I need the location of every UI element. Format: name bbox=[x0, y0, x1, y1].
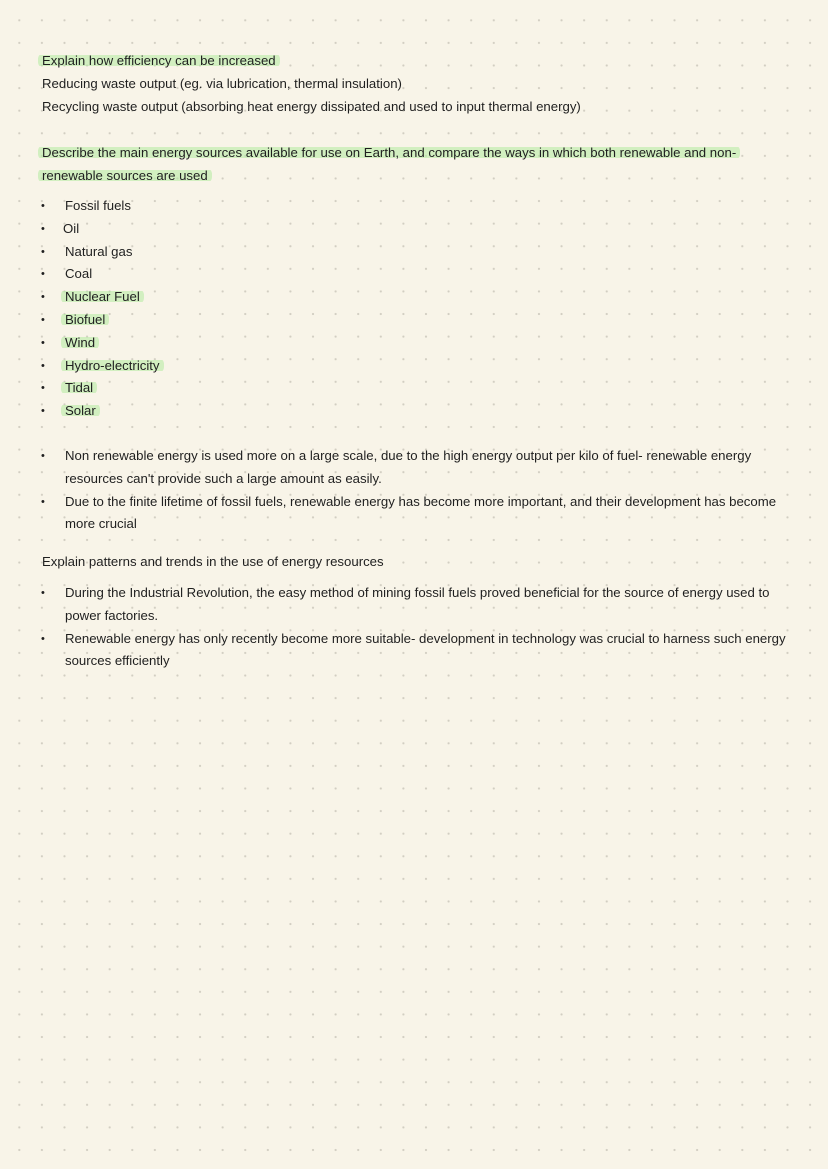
bullet-icon: • bbox=[41, 587, 45, 599]
list-item bbox=[38, 195, 164, 218]
trends-heading: Explain patterns and trends in the use of energy resources bbox=[42, 554, 384, 569]
bullet-icon: • bbox=[41, 405, 45, 418]
list-item bbox=[38, 582, 798, 628]
bullet-icon: • bbox=[41, 291, 45, 304]
trends-list bbox=[38, 582, 798, 673]
list-item bbox=[38, 377, 164, 400]
list-item bbox=[38, 309, 164, 332]
bullet-icon: • bbox=[41, 359, 45, 372]
bullet-icon: • bbox=[41, 495, 45, 508]
bullet-icon: • bbox=[41, 450, 45, 462]
source-hydro-electricity: Hydro-electricity bbox=[61, 358, 164, 373]
list-item bbox=[38, 355, 164, 378]
sources-heading-1: Describe the main energy sources available for use on Earth, and compare the ways in which both renewable and non- bbox=[38, 145, 740, 160]
efficiency-heading: Explain how efficiency can be increased bbox=[38, 53, 280, 68]
trend-2: Renewable energy has only recently become more suitable- development in technology was crucial to harness such energy sources efficiently bbox=[65, 630, 786, 669]
comparison-1: Non renewable energy is used more on a large scale, due to the high energy output per kilo of fuel- renewable energy resources can't provide such a large amount as easily. bbox=[65, 448, 752, 486]
list-item bbox=[38, 286, 164, 309]
list-item bbox=[38, 332, 164, 355]
source-oil: Oil bbox=[63, 220, 80, 236]
list-item bbox=[38, 241, 164, 264]
sources-heading-2: renewable sources are used bbox=[38, 168, 212, 183]
bullet-icon: • bbox=[41, 222, 45, 235]
source-nuclear-fuel: Nuclear Fuel bbox=[61, 289, 144, 304]
bullet-icon: • bbox=[41, 382, 45, 395]
source-wind: Wind bbox=[61, 335, 99, 350]
bullet-icon: • bbox=[41, 632, 45, 645]
list-item bbox=[38, 445, 798, 491]
list-item bbox=[38, 400, 164, 423]
bullet-icon: • bbox=[41, 313, 45, 326]
bullet-icon: • bbox=[41, 245, 45, 258]
efficiency-point-2: Recycling waste output (absorbing heat energy dissipated and used to input thermal energy) bbox=[42, 99, 581, 114]
bullet-icon: • bbox=[41, 200, 45, 212]
efficiency-heading-line bbox=[42, 50, 280, 73]
source-tidal: Tidal bbox=[61, 380, 97, 395]
sources-heading-line-1 bbox=[42, 142, 740, 165]
trend-1: During the Industrial Revolution, the easy method of mining fossil fuels proved beneficial for the source of energy used to power factories. bbox=[65, 585, 770, 623]
source-biofuel: Biofuel bbox=[61, 312, 109, 327]
sources-heading-line-2 bbox=[42, 165, 212, 188]
source-solar: Solar bbox=[61, 403, 100, 418]
source-natural-gas: Natural gas bbox=[65, 243, 133, 259]
source-fossil-fuels: Fossil fuels bbox=[65, 198, 131, 213]
energy-sources-list bbox=[38, 195, 164, 423]
bullet-icon: • bbox=[41, 268, 45, 281]
comparisons-list bbox=[38, 445, 798, 536]
list-item bbox=[38, 263, 164, 286]
bullet-icon: • bbox=[41, 336, 45, 349]
list-item bbox=[38, 491, 798, 537]
efficiency-point-1: Reducing waste output (eg. via lubrication, thermal insulation) bbox=[42, 76, 402, 91]
list-item bbox=[38, 628, 798, 674]
list-item bbox=[38, 218, 164, 241]
source-coal: Coal bbox=[65, 266, 93, 282]
comparison-2: Due to the finite lifetime of fossil fuels, renewable energy has become more important, and their development has become more crucial bbox=[65, 493, 777, 532]
